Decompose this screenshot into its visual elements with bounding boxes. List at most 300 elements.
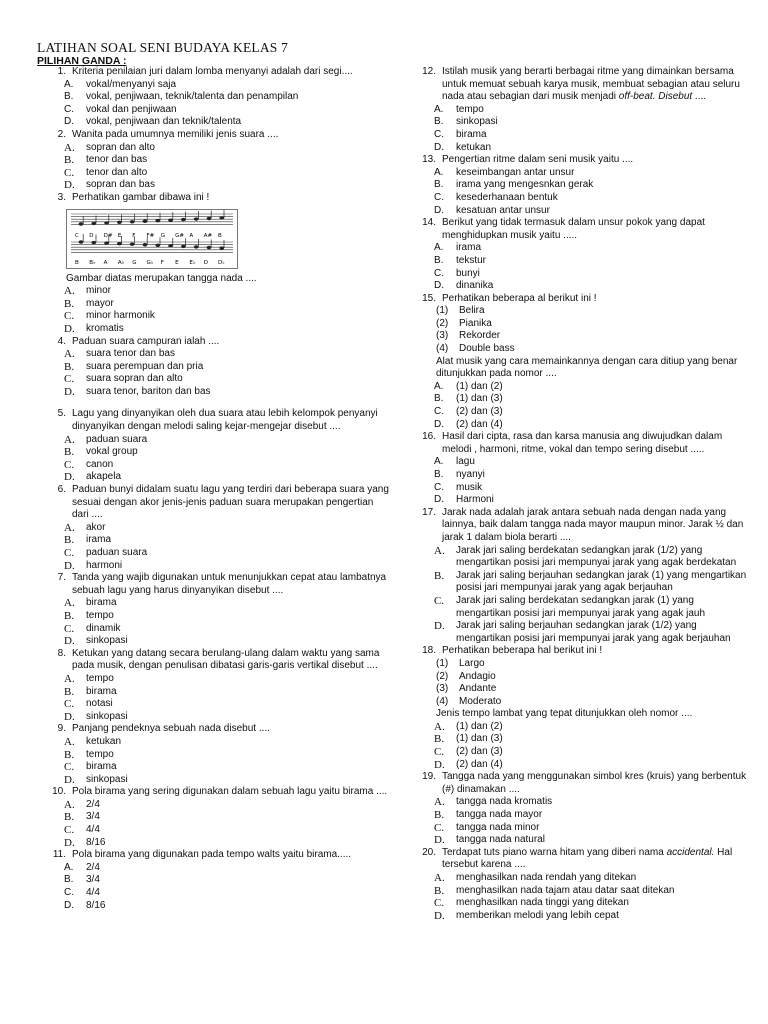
option-text: keseimbangan antar unsur [456, 166, 575, 178]
option-letter: B. [434, 569, 445, 582]
option-text: tenor dan bas [86, 154, 148, 166]
option-letter: C. [64, 824, 75, 837]
question-item [30, 572, 390, 648]
answer-option [30, 373, 390, 386]
option-letter: B. [434, 254, 444, 266]
statement-number: (2) [436, 670, 449, 682]
answer-option [30, 560, 390, 573]
option-text: vokal group [86, 446, 138, 458]
question-text [72, 129, 390, 142]
scale-note-label: A# [203, 232, 213, 239]
question-number: 9. [57, 723, 66, 735]
ascending-note-head [155, 219, 160, 222]
option-letter: C. [434, 406, 444, 418]
question-item [30, 484, 390, 572]
option-letter: C. [434, 594, 445, 607]
answer-option [30, 862, 390, 875]
question-text-main: Panjang pendeknya sebuah nada disebut .... [72, 723, 270, 735]
scale-note-label: D# [103, 232, 113, 239]
scale-note-label: A [103, 259, 108, 266]
statement-item [400, 305, 750, 318]
answer-option [30, 361, 390, 374]
option-text: kromatis [86, 322, 124, 334]
option-text: sopran dan bas [86, 179, 155, 191]
answer-option [400, 205, 750, 218]
answer-option [30, 597, 390, 610]
option-text: 8/16 [86, 899, 106, 911]
section-heading: PILIHAN GANDA : [37, 55, 127, 67]
question-row [30, 786, 390, 799]
descending-note-head [91, 240, 96, 243]
option-letter: C. [64, 373, 75, 386]
descending-note-head [168, 244, 173, 247]
option-letter: C. [64, 887, 74, 899]
ascending-note-head [181, 217, 186, 220]
answer-option [30, 298, 390, 311]
right-column [400, 66, 750, 922]
option-letter: A. [434, 456, 444, 468]
option-letter: D. [64, 635, 75, 648]
question-item [30, 192, 390, 336]
option-letter: C. [64, 166, 75, 179]
question-text [72, 66, 390, 79]
ascending-note-head [117, 220, 122, 223]
statement-number: (3) [436, 683, 449, 695]
answer-option [400, 167, 750, 180]
option-text: tangga nada natural [456, 834, 545, 846]
option-letter: B. [64, 685, 75, 698]
question-item [30, 336, 390, 409]
option-letter: C. [64, 698, 75, 711]
question-row [400, 66, 750, 104]
option-letter: C. [64, 458, 75, 471]
question-text-main: Paduan bunyi didalam suatu lagu yang terdiri dari beberapa suara yang sesuai dengan akor jenis-jenis paduan suara merupakan pengertian dari .... [72, 484, 389, 521]
question-number: 11. [52, 849, 66, 861]
scale-note-label: E [175, 259, 179, 266]
option-letter: A. [64, 735, 75, 748]
statement-item [400, 330, 750, 343]
answer-option [400, 129, 750, 142]
answer-option [30, 323, 390, 336]
question-item [400, 771, 750, 847]
question-number: 10. [52, 786, 66, 798]
scale-note-label: D [203, 259, 208, 266]
descending-note-head [117, 241, 122, 244]
answer-option [400, 419, 750, 432]
answer-option [400, 809, 750, 822]
statement-item [400, 658, 750, 671]
answer-option [400, 142, 750, 155]
statement-number: (1) [436, 657, 449, 669]
question-item [30, 66, 390, 129]
question-number: 19. [422, 771, 436, 783]
question-text-main: Ketukan yang datang secara berulang-ulang dalam waktu yang sama pada musik, dengan penulisan dibatasi garis-garis vertikal disebut .... [72, 647, 380, 672]
option-letter: B. [64, 874, 74, 886]
option-letter: A. [64, 672, 75, 685]
question-number: 16. [422, 431, 436, 443]
option-text: tempo [86, 748, 114, 760]
question-text [442, 771, 750, 796]
descending-note-head [181, 244, 186, 247]
option-text: irama [456, 242, 482, 254]
answer-option [400, 393, 750, 406]
statement-text: Andagio [459, 670, 496, 682]
option-letter: C. [434, 481, 444, 493]
statement-text: Moderato [459, 695, 502, 707]
answer-option [30, 799, 390, 812]
descending-note-head [194, 245, 199, 248]
option-letter: B. [434, 469, 444, 480]
option-letter: B. [434, 809, 445, 822]
question-row [30, 849, 390, 862]
answer-option [400, 482, 750, 495]
question-text-main: Berikut yang tidak termasuk dalam unsur pokok yang dapat menghidupkan musik yaitu ..... [442, 217, 705, 241]
option-text: ketukan [86, 735, 122, 747]
question-followup: Jenis tempo lambat yang tepat ditunjukkan oleh nomor .... [436, 708, 693, 720]
option-text: suara tenor, bariton dan bas [86, 385, 211, 397]
option-letter: B. [434, 733, 445, 746]
question-number: 12. [422, 66, 436, 77]
statement-item [400, 318, 750, 331]
answer-option [30, 900, 390, 913]
question-item [400, 645, 750, 771]
question-text-main: Pola birama yang digunakan pada tempo walts yaitu birama..... [72, 849, 352, 861]
descending-note-head [79, 240, 84, 243]
question-text-main: Perhatikan beberapa al berikut ini ! [442, 292, 597, 304]
option-letter: D. [64, 559, 75, 572]
question-text-main: Istilah musik yang berarti berbagai ritme yang dimainkan bersama untuk memuat sebuah karya musik, membuat sebagian atau seluru nada atau sebagian dari musik menjadi [442, 66, 740, 103]
answer-option [30, 698, 390, 711]
scale-note-label: C [75, 232, 79, 239]
spacer [30, 398, 390, 408]
question-number: 2. [57, 128, 66, 140]
option-text: vokal/menyanyi saja [86, 78, 177, 90]
option-letter: A. [64, 521, 75, 534]
option-text: suara tenor dan bas [86, 348, 175, 360]
option-text: birama [456, 128, 487, 140]
question-text [72, 408, 390, 433]
option-letter: A. [64, 141, 75, 154]
answer-option [400, 494, 750, 507]
option-letter: D. [434, 280, 444, 292]
option-text: memberikan melodi yang lebih cepat [456, 909, 619, 921]
option-letter: D. [434, 204, 444, 216]
question-text-tail: .... [692, 91, 707, 103]
scale-note-label: E♭ [189, 259, 196, 266]
option-letter: A. [434, 103, 444, 115]
question-row [30, 484, 390, 522]
question-text-main: Tanda yang wajib digunakan untuk menunjukkan cepat atau lambatnya sebuah lagu yang harus dinyanyikan disebut .... [72, 572, 387, 596]
option-letter: A. [434, 796, 445, 809]
question-item [30, 786, 390, 849]
question-item [400, 293, 750, 432]
question-text [72, 849, 390, 862]
option-letter: B. [64, 297, 75, 310]
descending-note-head [143, 243, 148, 246]
option-text: suara perempuan dan pria [86, 360, 204, 372]
option-letter: B. [64, 360, 75, 373]
answer-option [400, 116, 750, 129]
answer-option [30, 104, 390, 117]
option-text: vokal, penjiwaan dan teknik/talenta [86, 116, 242, 128]
option-letter: D. [434, 418, 444, 430]
statement-number: (1) [436, 305, 449, 317]
answer-option [30, 534, 390, 547]
option-text: notasi [86, 698, 113, 710]
answer-option [30, 285, 390, 298]
option-text: bunyi [456, 267, 480, 279]
option-text: Jarak jari saling berdekatan sedangkan jarak (1) yang mengartikan posisi jari mempunyai jarak yang agak jauh [456, 594, 706, 619]
option-letter: D. [64, 385, 75, 398]
option-letter: C. [434, 821, 445, 834]
answer-option [400, 192, 750, 205]
answer-option [400, 721, 750, 734]
option-letter: A. [64, 861, 74, 873]
question-text [442, 645, 750, 658]
option-text: (2) dan (3) [456, 406, 503, 418]
answer-option [400, 381, 750, 394]
option-letter: B. [64, 748, 75, 761]
option-letter: A. [434, 720, 445, 733]
statement-item [400, 683, 750, 696]
option-letter: B. [64, 534, 75, 547]
scale-note-label: A [189, 232, 194, 239]
option-letter: C. [64, 622, 75, 635]
option-text: (2) dan (4) [456, 418, 503, 430]
option-letter: A. [434, 380, 444, 392]
question-row [400, 771, 750, 796]
option-text: irama yang mengesnkan gerak [456, 179, 594, 191]
option-text: tangga nada minor [456, 821, 540, 833]
option-text: nyanyi [456, 469, 485, 480]
statement-text: Rekorder [459, 330, 501, 342]
answer-option [30, 459, 390, 472]
question-text-main: Lagu yang dinyanyikan oleh dua suara atau lebih kelompok penyanyi dinyanyikan dengan melodi saling kejar-mengejar disebut .... [72, 408, 378, 433]
question-row [30, 129, 390, 142]
question-number: 4. [57, 335, 66, 347]
option-text: Jarak jari saling berjauhan sedangkan jarak (1) yang mengartikan posisi jari mempunyai jarak yang agak berjauhan [456, 569, 747, 594]
answer-option [30, 887, 390, 900]
question-text [72, 336, 390, 349]
answer-option [30, 610, 390, 623]
option-letter: A. [64, 798, 75, 811]
option-letter: B. [434, 884, 445, 897]
option-letter: D. [64, 710, 75, 723]
question-row [30, 572, 390, 597]
scale-note-label: G [160, 232, 166, 239]
answer-option [400, 570, 750, 595]
scale-note-label: A♭ [117, 259, 125, 266]
question-row [400, 217, 750, 242]
option-letter: D. [64, 179, 75, 192]
option-text: dinamik [86, 622, 121, 634]
answer-option [30, 434, 390, 447]
option-text: menghasilkan nada rendah yang ditekan [456, 872, 637, 883]
scale-note-label: F [132, 232, 136, 239]
answer-option [30, 824, 390, 837]
option-text: lagu [456, 456, 475, 468]
option-text: tekstur [456, 254, 487, 266]
question-text [442, 293, 750, 306]
option-letter: C. [64, 761, 75, 774]
descending-note-head [219, 246, 224, 249]
answer-option [30, 774, 390, 787]
left-column [30, 66, 390, 912]
option-text: ketukan [456, 141, 492, 153]
answer-option [400, 242, 750, 255]
option-text: minor [86, 285, 112, 297]
option-text: menghasilkan nada tinggi yang ditekan [456, 897, 629, 909]
option-letter: C. [434, 128, 444, 140]
option-letter: C. [434, 267, 444, 279]
question-row [400, 431, 750, 456]
question-text-main: Perhatikan gambar dibawa ini ! [72, 191, 210, 203]
question-item [400, 66, 750, 154]
ascending-note-head [130, 220, 135, 223]
option-letter: A. [64, 78, 74, 90]
statement-number: (4) [436, 695, 449, 707]
answer-option [30, 446, 390, 459]
question-row [30, 336, 390, 349]
option-text: kesederhanaan bentuk [456, 191, 558, 203]
question-text-main: Tangga nada yang menggunakan simbol kres (kruis) yang berbentuk (#) dinamakan .... [442, 771, 747, 795]
answer-option [30, 711, 390, 724]
option-text: 8/16 [86, 836, 106, 848]
answer-option [30, 547, 390, 560]
scale-note-label: B [218, 232, 222, 239]
descending-note-head [155, 243, 160, 246]
question-number: 8. [57, 647, 66, 659]
option-text: sopran dan alto [86, 141, 155, 153]
question-row [400, 507, 750, 545]
option-letter: B. [64, 811, 75, 824]
option-text: 3/4 [86, 874, 100, 886]
question-row [30, 192, 390, 205]
answer-option [30, 167, 390, 180]
option-letter: D. [64, 471, 75, 484]
option-text: menghasilkan nada tajam atau datar saat ditekan [456, 884, 675, 896]
ascending-note-head [143, 219, 148, 222]
question-number: 5. [57, 408, 66, 420]
answer-option [400, 759, 750, 772]
option-text: birama [86, 597, 117, 609]
question-item [400, 431, 750, 507]
option-text: Jarak jari saling berdekatan sedangkan jarak (1/2) yang mengartikan posisi jari mempunyai jarak yang agak berdekatan [456, 544, 737, 569]
question-row [30, 723, 390, 736]
statement-item [400, 696, 750, 709]
option-letter: A. [434, 242, 444, 254]
option-text: vokal, penjiwaan, teknik/talenta dan penampilan [86, 91, 299, 103]
question-number: 6. [57, 484, 66, 496]
scale-note-label: E [117, 232, 122, 239]
question-item [400, 507, 750, 646]
answer-option [30, 811, 390, 824]
statement-number: (2) [436, 317, 449, 329]
question-text-main: Terdapat tuts piano warna hitam yang diberi nama [442, 846, 664, 858]
question-text [442, 847, 750, 872]
answer-option [400, 796, 750, 809]
answer-option [30, 623, 390, 636]
option-letter: B. [434, 393, 444, 405]
option-text: tempo [86, 672, 114, 684]
option-text: birama [86, 761, 117, 773]
ascending-note-head [194, 217, 199, 220]
answer-option [400, 746, 750, 759]
option-text: vokal dan penjiwaan [86, 103, 177, 115]
question-text [72, 723, 390, 736]
option-letter: C. [434, 191, 444, 203]
option-text: tenor dan alto [86, 166, 148, 178]
option-text: sinkopasi [456, 116, 498, 128]
question-row [30, 66, 390, 79]
ascending-note-head [219, 216, 224, 219]
answer-option [400, 910, 750, 923]
scale-note-label: F# [146, 232, 155, 239]
option-letter: A. [64, 285, 75, 298]
answer-option [30, 386, 390, 399]
option-letter: D. [434, 758, 445, 771]
answer-option [400, 620, 750, 645]
option-text: 3/4 [86, 811, 100, 823]
descending-note-head [207, 245, 212, 248]
question-followup: Alat musik yang cara memainkannya dengan cara ditiup yang benar ditunjukkan pada nomor .... [436, 355, 738, 380]
question-text-italic: off-beat. Disebut [618, 91, 693, 103]
answer-option [30, 79, 390, 92]
scale-note-label: B [75, 259, 79, 266]
statement-text: Pianika [459, 317, 492, 329]
question-text-main: Pengertian ritme dalam seni musik yaitu .... [442, 154, 634, 166]
option-letter: B. [64, 609, 75, 622]
question-text-main: Wanita pada umumnya memiliki jenis suara .... [72, 128, 279, 140]
option-text: harmoni [86, 559, 123, 571]
option-letter: C. [64, 547, 75, 559]
question-followup: Gambar diatas merupakan tangga nada .... [66, 272, 257, 284]
statement-text: Belira [459, 305, 485, 317]
answer-option [400, 280, 750, 293]
answer-option [400, 456, 750, 469]
scale-note-label: G [132, 259, 137, 266]
answer-option [400, 545, 750, 570]
option-text: sinkopasi [86, 635, 128, 647]
answer-option [400, 268, 750, 281]
question-number: 1. [57, 66, 66, 77]
answer-option [400, 406, 750, 419]
answer-option [30, 116, 390, 129]
music-staff-image [66, 209, 238, 269]
option-text: sinkopasi [86, 773, 128, 785]
option-text: mayor [86, 297, 114, 309]
question-text [72, 648, 390, 673]
question-text-main: Paduan suara campuran ialah .... [72, 335, 220, 347]
question-row [400, 154, 750, 167]
question-text [442, 154, 750, 167]
descending-note-head [130, 242, 135, 245]
question-text [442, 507, 750, 545]
answer-option [30, 635, 390, 648]
option-letter: D. [434, 834, 445, 847]
question-text [442, 217, 750, 242]
staff-graphic [67, 210, 237, 268]
question-number: 7. [57, 572, 66, 584]
answer-option [400, 872, 750, 885]
answer-option [400, 104, 750, 117]
question-item [30, 849, 390, 912]
statement-number: (4) [436, 343, 449, 355]
question-text-italic: accidental. [666, 846, 715, 858]
question-item [30, 129, 390, 192]
option-text: (2) dan (3) [456, 746, 503, 758]
option-text: (1) dan (3) [456, 733, 503, 745]
